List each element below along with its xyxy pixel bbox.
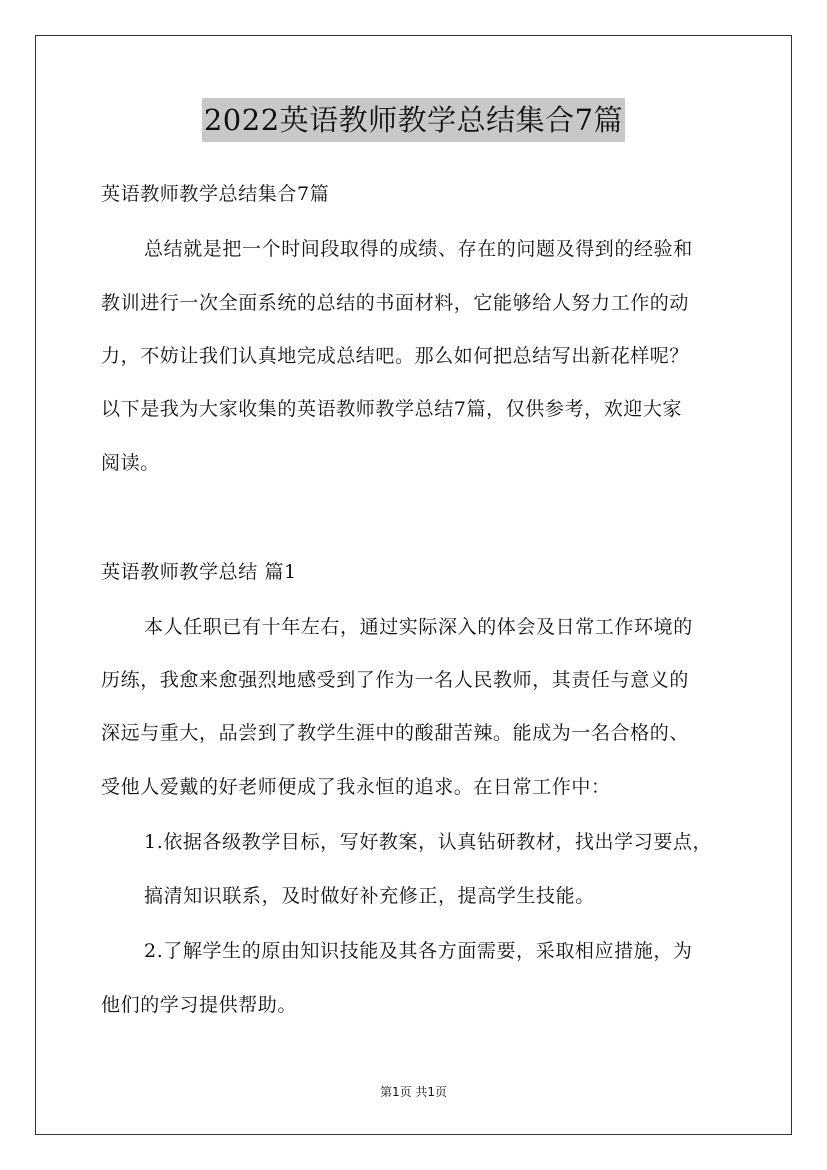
section-line: 受他人爱戴的好老师便成了我永恒的追求。在日常工作中：	[101, 776, 611, 798]
document-title: 2022英语教师教学总结集合7篇	[202, 98, 625, 142]
document-subtitle: 英语教师教学总结集合7篇	[101, 183, 330, 205]
intro-line: 总结就是把一个时间段取得的成绩、存在的问题及得到的经验和	[144, 238, 693, 260]
list-item-2-line: 2.了解学生的原由知识技能及其各方面需要，采取相应措施，为	[144, 940, 693, 962]
section-line: 历练，我愈来愈强烈地感受到了作为一名人民教师，其责任与意义的	[101, 669, 690, 691]
intro-line: 力，不妨让我们认真地完成总结吧。那么如何把总结写出新花样呢？	[101, 345, 690, 367]
title-container	[0, 98, 827, 142]
intro-line: 以下是我为大家收集的英语教师教学总结7篇，仅供参考，欢迎大家	[101, 398, 683, 420]
intro-line: 教训进行一次全面系统的总结的书面材料，它能够给人努力工作的动	[101, 292, 690, 314]
section-line: 深远与重大，品尝到了教学生涯中的酸甜苦辣。能成为一名合格的、	[101, 722, 690, 744]
list-item-1-line: 1.依据各级教学目标，写好教案，认真钻研教材，找出学习要点，	[144, 831, 713, 853]
list-item-2-line: 他们的学习提供帮助。	[101, 994, 298, 1016]
section-line: 本人任职已有十年左右，通过实际深入的体会及日常工作环境的	[144, 616, 693, 638]
page-footer: 第1页 共1页	[379, 1085, 448, 1099]
intro-line: 阅读。	[101, 452, 160, 474]
list-item-1-line: 搞清知识联系，及时做好补充修正，提高学生技能。	[144, 885, 595, 907]
section-heading: 英语教师教学总结 篇1	[101, 561, 297, 583]
